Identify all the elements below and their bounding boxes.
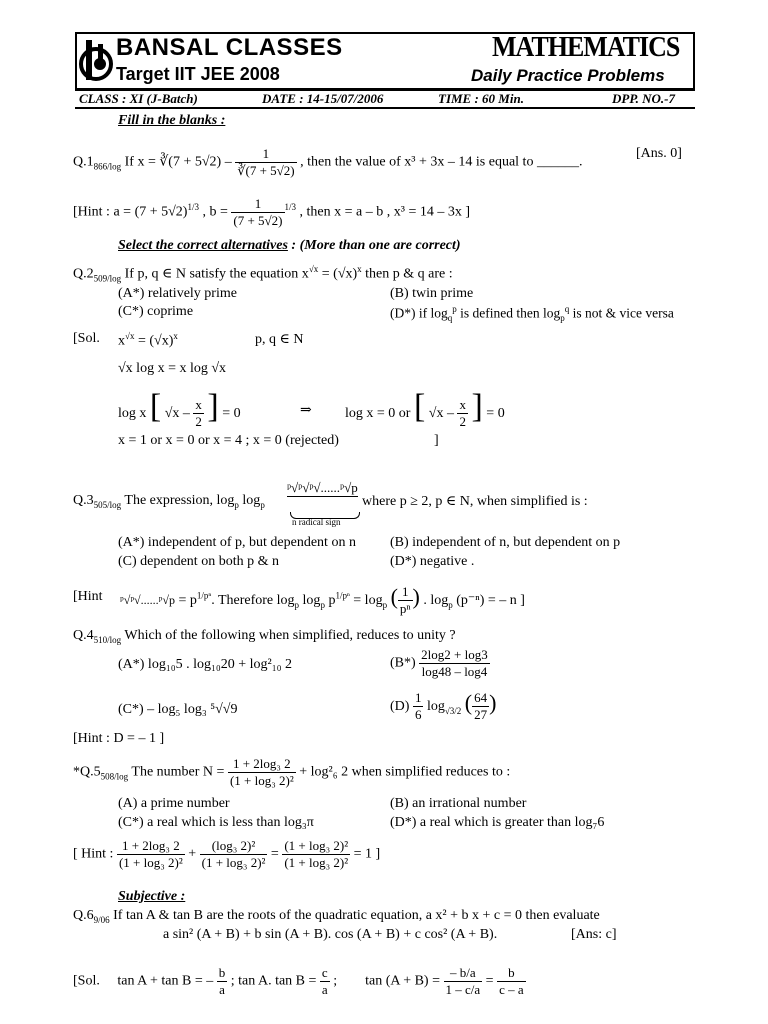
q3-hint-eq2: = log: [349, 593, 383, 608]
q5-hint-frac1: [117, 838, 185, 871]
q6-s4-den: 1 – c/a: [445, 982, 481, 997]
q4-opt-d-frac: [413, 690, 424, 723]
q6-s1-frac: [217, 965, 228, 998]
q3-hint-p1: p: [294, 599, 300, 610]
q2-option-c: (C*) coprime: [118, 304, 194, 319]
header-bottom-line: [75, 107, 695, 109]
q5-option-d: (D*) a real which is greater than log₇6: [390, 815, 605, 830]
q6-s4: tan (A + B) =: [365, 973, 440, 989]
q4-option-c: (C*) – log₅ log₃ ⁵√√9: [118, 702, 238, 717]
q6-s2: ; tan A. tan B =: [230, 973, 317, 989]
q6-code: 9/06: [93, 914, 110, 925]
q4-opt-d-den: 6: [414, 707, 422, 723]
q4-code: 510/log: [93, 634, 122, 645]
q2-sol3b-lbr: [: [413, 388, 426, 425]
q3-text2: log: [238, 493, 261, 508]
q1-hint: [73, 196, 470, 229]
q3-option-b: (B) independent of n, but dependent on p: [390, 535, 621, 550]
q3-hint-exp2: 1/pⁿ: [335, 590, 350, 601]
q5-hint-end: = 1 ]: [353, 846, 381, 862]
subject-logo: MATHEMATICS: [492, 30, 680, 63]
q4-opt-b-den: log48 – log4: [421, 664, 488, 679]
section-select-label: Select the correct alternatives: [118, 238, 288, 253]
q4-option-d: [390, 690, 496, 723]
section-select-rest: : (More than one are correct): [287, 238, 461, 253]
q3-hint-frac-den: pⁿ: [399, 601, 411, 617]
q1-hint-b-pow: 1/3: [284, 202, 297, 213]
q6-line2: a sin² (A + B) + b sin (A + B). cos (A + B) + c cos² (A + B).: [163, 927, 498, 942]
q4-opt-d-fden: 27: [474, 707, 488, 723]
q4-opt-b-label: (B*): [390, 655, 416, 671]
q2-opt-d-mid: is defined then log: [456, 305, 561, 321]
q5-hint-frac2: [200, 838, 268, 871]
q3-number: Q.3: [73, 493, 94, 508]
q1-answer: [Ans. 0]: [636, 146, 682, 161]
q4-opt-d-log: log: [426, 699, 445, 714]
q4-opt-d-rparen: ): [489, 690, 497, 715]
q6-s4-num: – b/a: [444, 965, 483, 982]
q5-number: *Q.5: [73, 764, 101, 780]
q4-opt-b-num: 2log2 + log3: [421, 647, 488, 662]
q3-hint-rad: ᵖ√ᵖ√......ᵖ√p: [120, 593, 175, 607]
q4-line: [73, 628, 456, 645]
q4-opt-d-fnum: 64: [474, 690, 488, 706]
q3-hint-eq: = p: [174, 593, 197, 608]
q2-sol3-den2: 2: [459, 414, 466, 430]
q6-text1: If tan A & tan B are the roots of the quadratic equation, a x² + b x + c = 0 then evaluate: [113, 908, 600, 923]
q6-s1-den: a: [219, 982, 225, 997]
target-title: Target IIT JEE 2008: [116, 64, 280, 84]
q2-sol1-rest: = (√x): [134, 333, 174, 349]
q6-s4-frac: [444, 965, 483, 998]
q2-sol3-frac: [193, 397, 204, 430]
q4-opt-d-num: 1: [414, 690, 422, 706]
section-subjective: Subjective :: [118, 889, 186, 904]
q4-number: Q.4: [73, 628, 94, 643]
q5-h2-den: (1 + log₃ 2)²: [201, 855, 266, 870]
q6-answer: [Ans: c]: [571, 927, 617, 942]
q5-line: [73, 756, 510, 789]
q6-sol: [73, 965, 526, 998]
q3-hint-lparen: (: [390, 584, 398, 609]
q6-s5-frac: [497, 965, 526, 998]
q2-sol-end: ]: [434, 433, 439, 448]
q4-opt-d-label: (D): [390, 699, 410, 714]
q4-hint: [Hint : D = – 1 ]: [73, 731, 165, 746]
q1-expr-a: ∛(7 + 5√2): [159, 154, 222, 170]
q2-option-d: [390, 304, 674, 323]
q2-opt-d-sub1: q: [447, 313, 453, 324]
q2-sol-line2: √x log x = x log √x: [118, 361, 227, 376]
q2-sol3b-frac: [457, 397, 468, 430]
q2-sol3-eq2: = 0: [486, 406, 505, 421]
q3-radical: [287, 480, 358, 497]
q2-sol-line3: [118, 388, 241, 430]
q1-hint-fraction: [231, 196, 284, 229]
q4-option-b: [390, 647, 490, 680]
q1-hint-a: a = (7 + 5√2): [113, 204, 188, 220]
q3-sub2: p: [260, 499, 265, 510]
q5-text: The number N =: [131, 764, 225, 780]
q2-sol1-exp2: x: [173, 331, 178, 341]
q2-sol3-in2: √x –: [428, 406, 454, 421]
q5-tail: when simplified reduces to :: [351, 764, 511, 780]
q3-hint-tail: . log: [423, 593, 449, 608]
q1-hint-lead: [Hint :: [73, 204, 110, 220]
q2-sol3-den: 2: [195, 414, 202, 430]
q2-number: Q.2: [73, 266, 94, 282]
q5-h3-den: (1 + log₃ 2)²: [284, 855, 349, 870]
q6-s1: tan A + tan B = –: [117, 973, 214, 989]
q2-sol-line4: x = 1 or x = 0 or x = 4 ; x = 0 (rejected): [118, 433, 339, 448]
q5-plus: + log²₆ 2: [299, 764, 349, 780]
q5-hint-eq: =: [270, 846, 279, 862]
section-fill-blanks: Fill in the blanks :: [118, 113, 226, 128]
q2-sol3-num: x: [195, 397, 202, 413]
q1-minus: –: [224, 154, 232, 170]
q3-hint-p3: p: [382, 599, 388, 610]
q2-sol-line1: [118, 331, 178, 350]
q5-frac-num: 1 + 2log₃ 2: [228, 756, 296, 773]
time-info: TIME : 60 Min.: [438, 91, 524, 106]
q2-sol3-in: √x –: [164, 406, 190, 421]
q4-opt-b-frac: [419, 647, 490, 680]
q6-s5-den: c – a: [499, 982, 524, 997]
q3-line: [73, 493, 265, 510]
q5-hint-frac3: [282, 838, 350, 871]
q4-opt-d-base: √3/2: [444, 705, 462, 716]
q2-exp2: x: [357, 264, 362, 274]
q5-hint-plus: +: [188, 846, 197, 862]
q4-option-a: (A*) log₁₀5 . log₁₀20 + log²₁₀ 2: [118, 657, 292, 672]
date-info: DATE : 14-15/07/2006: [262, 91, 384, 106]
q3-tail: where p ≥ 2, p ∈ N, when simplified is :: [362, 494, 588, 509]
q1-hint-b-den: (7 + 5√2): [233, 213, 283, 228]
bansal-logo-icon: [78, 36, 118, 84]
section-select-correct: [118, 236, 461, 254]
q1-line: [73, 146, 582, 179]
q2-opt-d-tail: is not & vice versa: [569, 305, 674, 321]
q5-option-a: (A) a prime number: [118, 796, 230, 811]
q1-tail: , then the value of x³ + 3x – 14 is equal to ______.: [300, 154, 583, 170]
q5-frac-den: (1 + log₃ 2)²: [229, 773, 294, 788]
q6-s2-den: a: [321, 982, 328, 997]
q2-implies: ⇒: [300, 403, 312, 418]
q2-sol3-eq: = 0: [222, 406, 241, 421]
q2-line: [73, 264, 453, 283]
q3-hint-p: p: [324, 593, 336, 608]
q2-opt-d-sup1: p: [452, 304, 457, 314]
q5-code: 508/log: [100, 771, 129, 782]
q3-hint-rparen: ): [412, 584, 420, 609]
q1-fraction: [235, 146, 296, 179]
q3-hint-end: (p⁻ⁿ) = – n ]: [452, 593, 525, 608]
q3-option-d: (D*) negative .: [390, 554, 475, 569]
q3-hint-exp: 1/pⁿ: [196, 590, 212, 601]
q4-text: Which of the following when simplified, reduces to unity ?: [124, 628, 456, 643]
q3-hint-p4: p: [448, 599, 453, 610]
q1-hint-a-pow: 1/3: [187, 202, 199, 213]
q4-opt-d-lparen: (: [464, 690, 473, 715]
q5-hint: [73, 838, 380, 871]
q2-sol3-a: log x: [118, 406, 147, 421]
q1-hint-b-num: 1: [231, 196, 284, 213]
q2-sol3-num2: x: [459, 397, 466, 413]
q5-frac: [228, 756, 296, 789]
q3-hint-line: [120, 584, 525, 617]
q3-hint-log2: log: [299, 593, 321, 608]
q2-sol3-b: log x = 0 or: [345, 406, 411, 421]
q6-s5-num: b: [497, 965, 526, 982]
q6-number: Q.6: [73, 908, 94, 923]
q2-eq: = (√x): [318, 266, 358, 282]
q1-number: Q.1: [73, 154, 94, 170]
q3-code: 505/log: [93, 499, 122, 510]
q2-tail: then p & q are :: [361, 266, 453, 282]
q1-frac-den: ∛(7 + 5√2): [237, 163, 295, 178]
q3-option-a: (A*) independent of p, but dependent on n: [118, 535, 356, 550]
q3-option-c: (C) dependent on both p & n: [118, 554, 279, 569]
q2-opt-d-lead: (D*) if log: [390, 305, 448, 321]
dpp-number: DPP. NO.-7: [612, 91, 675, 106]
q1-hint-tail: , then x = a – b , x³ = 14 – 3x ]: [299, 204, 470, 220]
q6-s3: ;: [333, 973, 338, 989]
q5-option-b: (B) an irrational number: [390, 796, 527, 811]
q5-h2-num: (log₃ 2)²: [200, 838, 268, 855]
q2-sol-pq: p, q ∈ N: [255, 332, 304, 347]
q2-option-a: (A*) relatively prime: [118, 286, 237, 301]
q2-sol-line3b: [345, 388, 505, 430]
q3-hint-p2: p: [320, 599, 325, 610]
q3-text: The expression, log: [124, 493, 235, 508]
q2-sol3-rbr: ]: [207, 388, 219, 425]
q2-exp1: √x: [308, 264, 319, 274]
q1-code: 866/log: [93, 161, 122, 172]
class-info: CLASS : XI (J-Batch): [79, 91, 198, 106]
q6-s1-num: b: [218, 965, 226, 980]
q3-hint-frac-num: 1: [398, 584, 413, 601]
q2-sol1-exp: √x: [125, 331, 135, 341]
q1-frac-num: 1: [235, 146, 296, 163]
q5-option-c: (C*) a real which is less than log₃π: [118, 815, 314, 830]
q2-text: If p, q ∈ N satisfy the equation x: [124, 266, 309, 282]
q2-sol-label: [Sol.: [73, 331, 100, 346]
q4-opt-d-inner: [472, 690, 489, 723]
q3-hint-label: [Hint: [73, 589, 103, 604]
q3-hint-frac: [398, 584, 413, 617]
q6-sol-label: [Sol.: [73, 973, 100, 989]
series-title: Daily Practice Problems: [471, 66, 665, 85]
q2-opt-d-sub2: p: [560, 313, 565, 324]
q5-hint-lead: [ Hint :: [73, 846, 114, 862]
brand-name: BANSAL CLASSES: [116, 34, 343, 61]
q2-code: 509/log: [93, 273, 122, 284]
q3-sub1: p: [234, 499, 239, 510]
q3-brace-label: n radical sign: [292, 517, 341, 527]
q3-hint-therefore: . Therefore log: [211, 593, 295, 608]
q5-h1-num: 1 + 2log₃ 2: [117, 838, 185, 855]
q3-radical-expr: ᵖ√ᵖ√ᵖ√......ᵖ√p: [287, 480, 358, 495]
q1-hint-b-lead: , b =: [202, 204, 228, 220]
q2-sol1-x: x: [118, 333, 125, 349]
q2-sol3-lbr: [: [149, 388, 162, 425]
q5-h3-num: (1 + log₃ 2)²: [284, 838, 349, 853]
q6-line1: [73, 908, 600, 925]
q2-sol3b-rbr: ]: [471, 388, 483, 425]
q1-lead: If x =: [124, 154, 156, 170]
q5-h1-den: (1 + log₃ 2)²: [118, 855, 183, 870]
q2-opt-d-sup2: q: [564, 304, 570, 314]
q6-s2-num: c: [321, 965, 328, 980]
q2-option-b: (B) twin prime: [390, 286, 474, 301]
q6-s2-frac: [320, 965, 330, 998]
q6-s5: =: [485, 973, 494, 989]
